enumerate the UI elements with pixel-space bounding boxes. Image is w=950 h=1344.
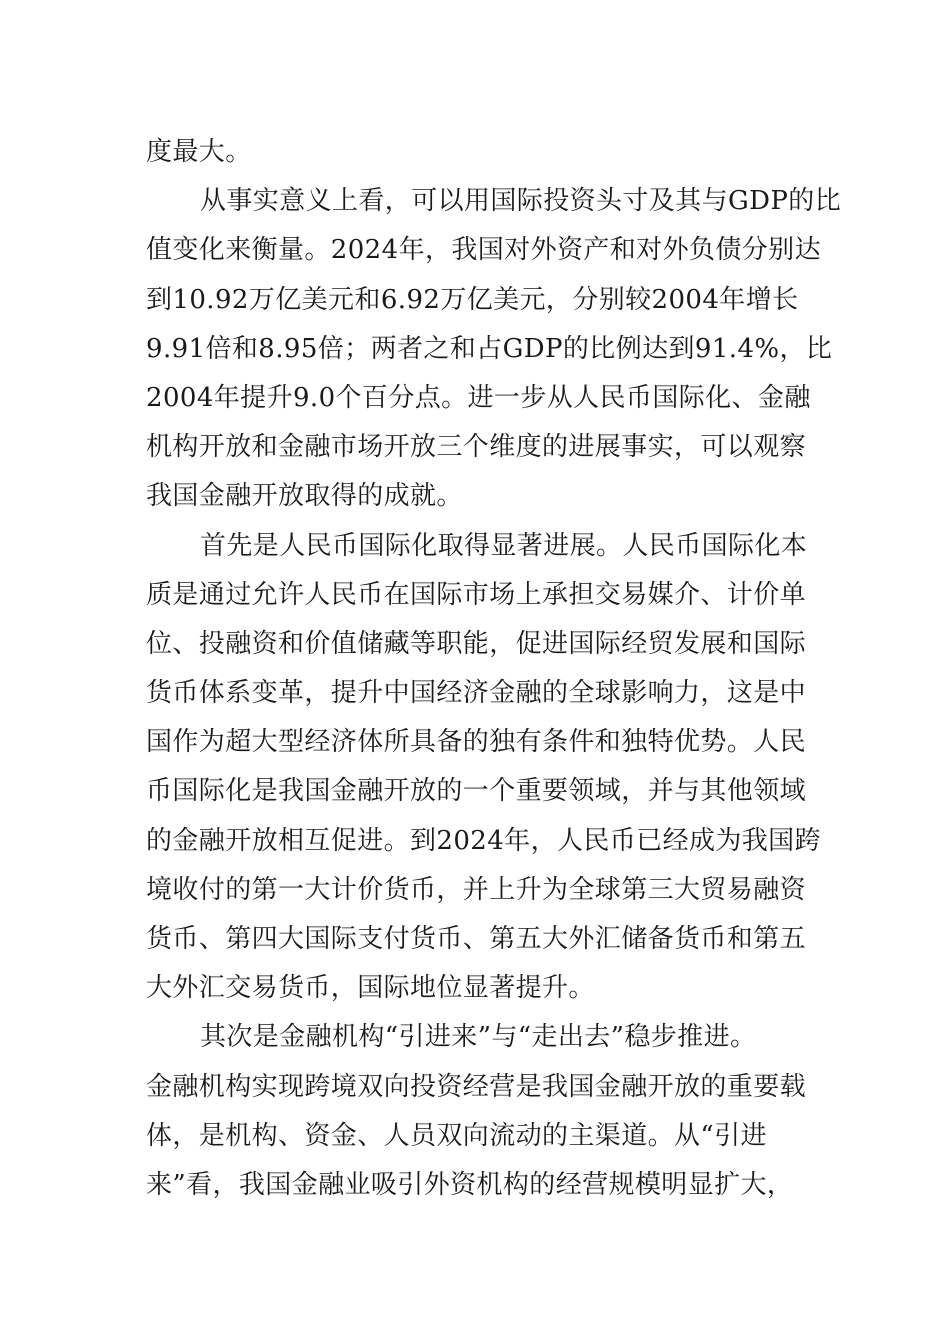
paragraph-start-line: 其次是金融机构“引进来”与“走出去”稳步推进。 xyxy=(200,1022,757,1053)
text-line: 到10.92万亿美元和6.92万亿美元，分别较2004年增长 xyxy=(146,284,799,315)
text-line: 大外汇交易货币，国际地位显著提升。 xyxy=(146,973,595,1004)
text-line: 度最大。 xyxy=(146,137,252,167)
paragraph-start-line: 从事实意义上看，可以用国际投资头寸及其与GDP的比 xyxy=(200,186,842,217)
text-line: 的金融开放相互促进。到2024年，人民币已经成为我国跨 xyxy=(146,825,821,856)
text-line: 境收付的第一大计价货币，并上升为全球第三大贸易融资 xyxy=(146,874,807,905)
text-line: 我国金融开放取得的成就。 xyxy=(146,481,463,512)
text-line: 金融机构实现跨境双向投资经营是我国金融开放的重要载 xyxy=(146,1071,807,1102)
text-line: 来”看，我国金融业吸引外资机构的经营规模明显扩大， xyxy=(146,1169,794,1200)
paragraph-start-line: 首先是人民币国际化取得显著进展。人民币国际化本 xyxy=(200,530,808,561)
text-line: 货币体系变革，提升中国经济金融的全球影响力，这是中 xyxy=(146,678,807,709)
text-line: 值变化来衡量。2024年，我国对外资产和对外负债分别达 xyxy=(146,235,821,266)
text-line: 质是通过允许人民币在国际市场上承担交易媒介、计价单 xyxy=(146,579,807,610)
text-line: 位、投融资和价值储藏等职能，促进国际经贸发展和国际 xyxy=(146,628,807,659)
text-line: 体，是机构、资金、人员双向流动的主渠道。从“引进 xyxy=(146,1120,767,1151)
text-line: 9.91倍和8.95倍；两者之和占GDP的比例达到91.4%，比 xyxy=(146,333,833,364)
text-line: 货币、第四大国际支付货币、第五大外汇储备货币和第五 xyxy=(146,924,807,954)
text-line: 币国际化是我国金融开放的一个重要领域，并与其他领域 xyxy=(146,776,807,807)
text-line: 国作为超大型经济体所具备的独有条件和独特优势。人民 xyxy=(146,727,807,758)
document-body xyxy=(146,128,842,1210)
text-line: 2004年提升9.0个百分点。进一步从人民币国际化、金融 xyxy=(146,382,811,413)
text-line: 机构开放和金融市场开放三个维度的进展事实，可以观察 xyxy=(146,432,807,463)
